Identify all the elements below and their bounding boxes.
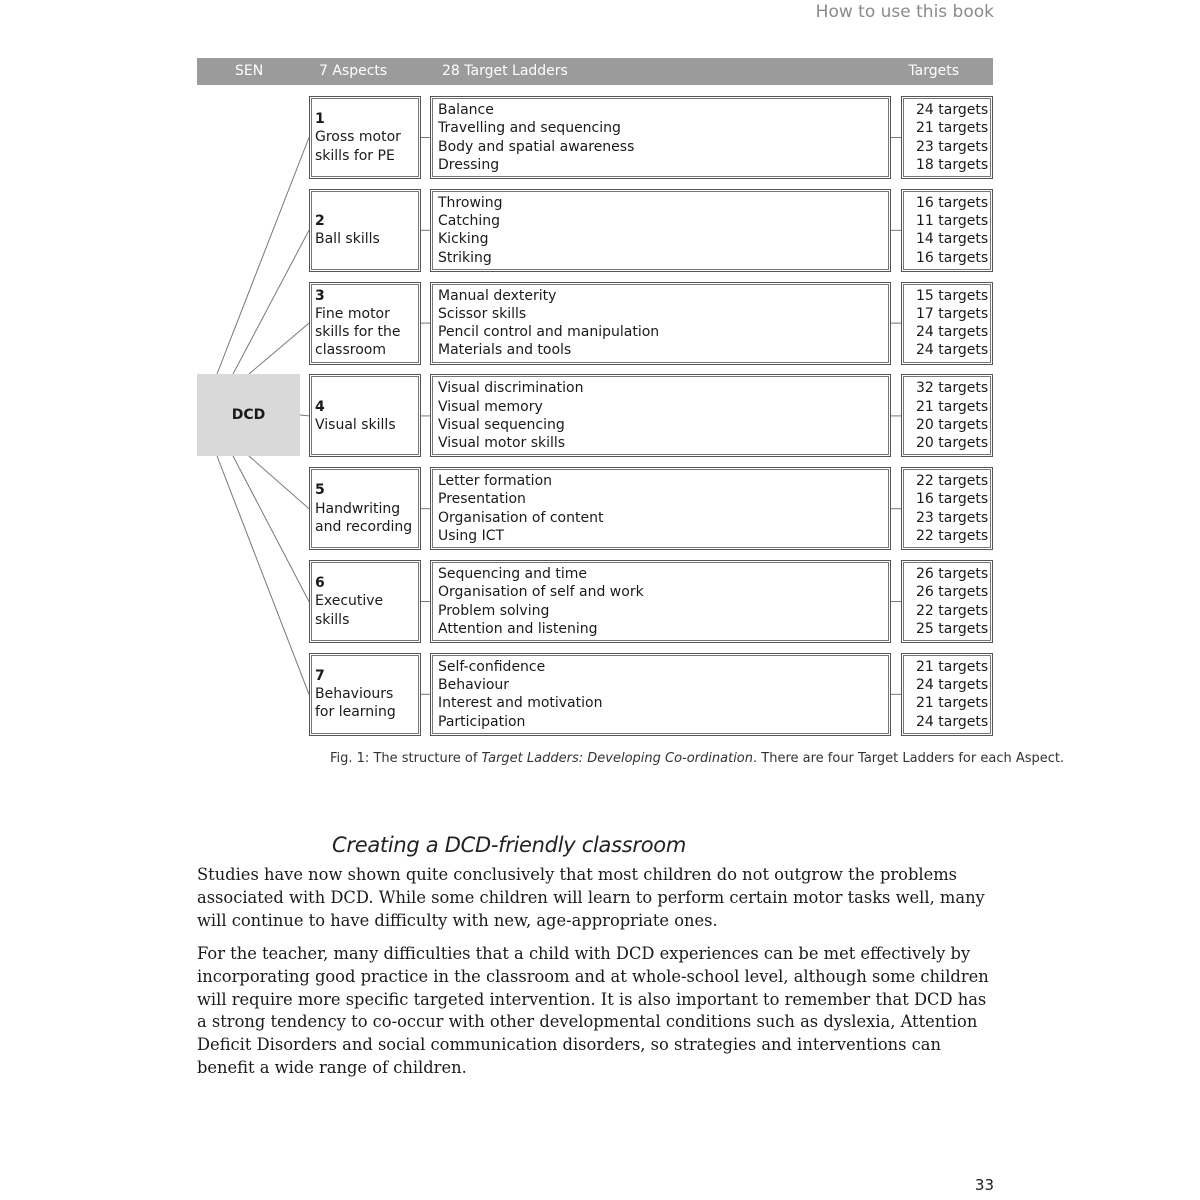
aspect-number: 4	[315, 398, 325, 415]
connector-line-aspect-4	[300, 415, 309, 416]
ladders-box-7	[430, 653, 891, 736]
target-ladder-item: Body and spatial awareness	[438, 138, 635, 155]
aspect-name: Handwriting and recording	[315, 500, 413, 535]
aspect-name: Behaviours for learning	[315, 686, 396, 721]
target-count-item: 32 targets	[916, 380, 989, 397]
header-target-ladders: 28 Target Ladders	[442, 63, 568, 79]
body-paragraph-2: For the teacher, many difficulties that a child with DCD experiences can be met effectively by incorporating good practice in the classroom and at whole-school level, although some children will require more specific targeted intervention. It is also important to remember that DCD has a strong tendency to co-occur with other developmental conditions such as dyslexia, Attention Deficit Disorders and social communication disorders, so strategies and interventions can benefit a wide range of children.	[197, 944, 989, 1077]
target-count-item: 20 targets	[916, 435, 989, 452]
connector-line-aspect-2	[233, 230, 309, 374]
target-ladder-item: Throwing	[438, 194, 503, 211]
target-ladder-item: Visual memory	[438, 398, 543, 415]
targets-box-6	[901, 560, 993, 643]
target-count-item: 23 targets	[916, 509, 989, 526]
aspect-name: Executive skills	[315, 593, 384, 628]
ladders-box-2	[430, 189, 891, 272]
target-count-item: 16 targets	[916, 194, 989, 211]
target-count-item: 24 targets	[916, 713, 989, 730]
targets-box-2	[901, 189, 993, 272]
target-ladder-item: Self-confidence	[438, 658, 546, 675]
ladders-box-6	[430, 560, 891, 643]
target-count-item: 25 targets	[916, 620, 989, 637]
target-count-item: 26 targets	[916, 584, 989, 601]
target-ladder-item: Using ICT	[438, 527, 505, 544]
target-ladder-item: Manual dexterity	[438, 287, 557, 304]
sen-dcd-box: DCD	[197, 374, 300, 456]
aspect-box-3	[309, 282, 421, 365]
section-heading: Creating a DCD-friendly classroom	[332, 833, 686, 857]
target-ladder-item: Behaviour	[438, 677, 510, 694]
aspect-number: 2	[315, 213, 325, 230]
target-count-item: 22 targets	[916, 602, 989, 619]
target-ladder-item: Presentation	[438, 491, 526, 508]
target-count-item: 11 targets	[916, 213, 989, 230]
target-ladder-item: Organisation of self and work	[438, 584, 644, 601]
caption-prefix: Fig. 1: The structure of	[330, 751, 482, 766]
aspect-number: 1	[315, 111, 325, 128]
aspect-number: 7	[315, 667, 325, 684]
targets-box-7	[901, 653, 993, 736]
body-paragraph-1: Studies have now shown quite conclusively that most children do not outgrow the problems associated with DCD. While some children will learn to perform certain motor tasks well, many will continue to have difficulty with new, age-appropriate ones.	[197, 865, 985, 930]
ladders-box-5	[430, 467, 891, 550]
target-count-item: 22 targets	[916, 527, 989, 544]
target-ladder-item: Attention and listening	[438, 620, 598, 637]
caption-book-title: Target Ladders: Developing Co-ordination	[481, 751, 753, 766]
connector-line-aspect-7	[217, 456, 309, 694]
aspect-name: Ball skills	[315, 231, 380, 248]
header-sen: SEN	[235, 63, 264, 79]
target-count-item: 21 targets	[916, 658, 989, 675]
aspect-box-1	[309, 96, 421, 179]
target-count-item: 16 targets	[916, 249, 989, 266]
aspect-box-2	[309, 189, 421, 272]
targets-box-4	[901, 374, 993, 457]
caption-suffix: . There are four Target Ladders for each Aspect.	[753, 751, 1065, 766]
target-count-item: 22 targets	[916, 473, 989, 490]
target-count-item: 26 targets	[916, 566, 989, 583]
aspect-box-4	[309, 374, 421, 457]
connector-line-aspect-3	[249, 323, 309, 374]
targets-box-1	[901, 96, 993, 179]
target-count-item: 17 targets	[916, 305, 989, 322]
target-ladder-item: Catching	[438, 213, 501, 230]
running-head: How to use this book	[815, 2, 994, 22]
target-ladder-item: Sequencing and time	[438, 566, 587, 583]
connector-line-aspect-1	[217, 138, 309, 375]
target-count-item: 24 targets	[916, 342, 989, 359]
target-count-item: 21 targets	[916, 695, 989, 712]
target-count-item: 16 targets	[916, 491, 989, 508]
target-count-item: 20 targets	[916, 416, 989, 433]
aspect-box-5	[309, 467, 421, 550]
connector-line-aspect-6	[233, 456, 309, 602]
target-count-item: 21 targets	[916, 398, 989, 415]
aspect-name: Fine motor skills for the classroom	[315, 305, 401, 359]
target-ladder-item: Letter formation	[438, 473, 553, 490]
target-count-item: 24 targets	[916, 102, 989, 119]
target-ladder-item: Scissor skills	[438, 305, 527, 322]
aspect-box-7	[309, 653, 421, 736]
aspect-name: Visual skills	[315, 416, 396, 433]
target-ladder-item: Visual motor skills	[438, 435, 566, 452]
targets-box-5	[901, 467, 993, 550]
target-count-item: 24 targets	[916, 677, 989, 694]
ladders-box-3	[430, 282, 891, 365]
target-count-item: 18 targets	[916, 156, 989, 173]
connector-line-aspect-5	[249, 456, 309, 509]
target-count-item: 24 targets	[916, 324, 989, 341]
target-count-item: 23 targets	[916, 138, 989, 155]
target-count-item: 21 targets	[916, 120, 989, 137]
target-ladder-item: Interest and motivation	[438, 695, 603, 712]
target-ladder-item: Visual discrimination	[438, 380, 584, 397]
target-ladder-item: Kicking	[438, 231, 489, 248]
aspect-number: 6	[315, 575, 325, 592]
aspect-box-6	[309, 560, 421, 643]
target-count-item: 14 targets	[916, 231, 989, 248]
aspect-number: 3	[315, 287, 325, 304]
target-ladder-item: Organisation of content	[438, 509, 604, 526]
target-ladder-item: Striking	[438, 249, 492, 266]
target-ladder-item: Balance	[438, 102, 494, 119]
target-ladder-item: Problem solving	[438, 602, 550, 619]
diagram-header-bar	[197, 58, 993, 85]
header-targets: Targets	[908, 63, 959, 79]
target-ladder-item: Materials and tools	[438, 342, 572, 359]
targets-box-3	[901, 282, 993, 365]
target-ladder-item: Participation	[438, 713, 526, 730]
aspect-name: Gross motor skills for PE	[315, 129, 401, 164]
target-ladder-item: Travelling and sequencing	[438, 120, 621, 137]
target-ladder-item: Dressing	[438, 156, 500, 173]
aspect-number: 5	[315, 482, 325, 499]
target-count-item: 15 targets	[916, 287, 989, 304]
ladders-box-4	[430, 374, 891, 457]
header-aspects: 7 Aspects	[319, 63, 388, 79]
ladders-box-1	[430, 96, 891, 179]
target-ladder-item: Pencil control and manipulation	[438, 324, 660, 341]
target-ladder-item: Visual sequencing	[438, 416, 565, 433]
page-number: 33	[974, 1176, 994, 1194]
figure-caption	[330, 751, 1064, 766]
